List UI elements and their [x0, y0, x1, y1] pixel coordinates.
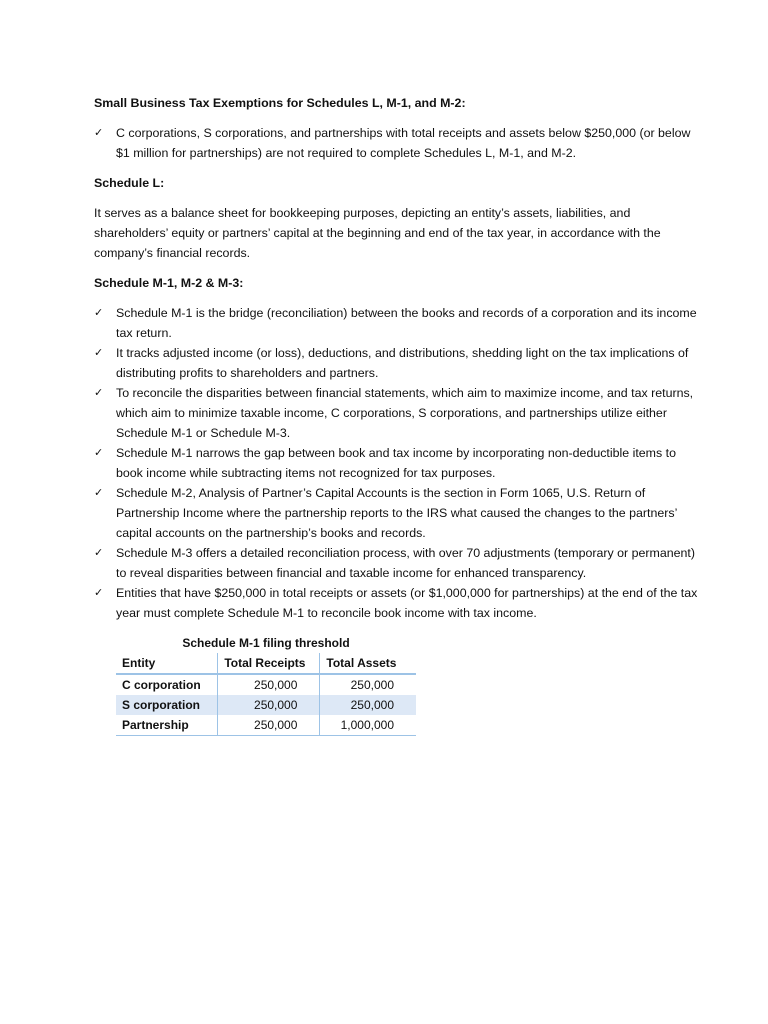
cell-total-assets: 250,000	[320, 695, 416, 715]
cell-total-assets: 250,000	[320, 674, 416, 695]
list-item-text: C corporations, S corporations, and partnerships with total receipts and assets below $250,000 (or below $1 million for partnerships) are not required to complete Schedules L, M-1, and M-2.	[116, 126, 691, 160]
table-row	[116, 674, 416, 695]
list-item-text: Schedule M-3 offers a detailed reconciliation process, with over 70 adjustments (temporary or permanent) to reveal disparities between financial and taxable income for enhanced transparency.	[116, 546, 695, 580]
list-item	[94, 383, 698, 443]
list-item	[94, 443, 698, 483]
checkmark-icon: ✓	[94, 306, 104, 319]
header-entity: Entity	[116, 653, 218, 674]
cell-total-receipts: 250,000	[218, 674, 320, 695]
header-total-assets: Total Assets	[320, 653, 416, 674]
list-item-text: Schedule M-1 narrows the gap between book and tax income by incorporating non-deductible items to book income while subtracting items not recognized for tax purposes.	[116, 446, 676, 480]
schedule-l-paragraph: It serves as a balance sheet for bookkeeping purposes, depicting an entity’s assets, liabilities, and shareholders’ equity or partners’ capital at the beginning and end of the tax year, in accordance with the company’s financial records.	[94, 206, 661, 260]
table-row	[116, 695, 416, 715]
checkmark-icon: ✓	[94, 386, 104, 399]
checkmark-icon: ✓	[94, 446, 104, 459]
checkmark-icon: ✓	[94, 346, 104, 359]
checkmark-icon: ✓	[94, 546, 104, 559]
threshold-table-block	[116, 633, 416, 736]
list-item	[94, 583, 698, 623]
schedule-m-list	[94, 303, 698, 623]
exemptions-list	[94, 123, 698, 163]
list-item	[94, 303, 698, 343]
cell-entity: S corporation	[116, 695, 218, 715]
list-item-text: Schedule M-1 is the bridge (reconciliation) between the books and records of a corporation and its income tax return.	[116, 306, 697, 340]
cell-entity: Partnership	[116, 715, 218, 736]
cell-total-receipts: 250,000	[218, 715, 320, 736]
cell-entity: C corporation	[116, 674, 218, 695]
list-item	[94, 483, 698, 543]
checkmark-icon: ✓	[94, 586, 104, 599]
table-row	[116, 715, 416, 736]
list-item-text: To reconcile the disparities between financial statements, which aim to maximize income, and tax returns, which aim to minimize taxable income, C corporations, S corporations, and partnerships utilize either Schedule M-1 or Schedule M-3.	[116, 386, 694, 440]
table-title: Schedule M-1 filing threshold	[182, 636, 350, 650]
exemptions-heading: Small Business Tax Exemptions for Schedules L, M-1, and M-2:	[94, 96, 466, 110]
list-item-text: Schedule M-2, Analysis of Partner’s Capital Accounts is the section in Form 1065, U.S. Return of Partnership Income where the partnership reports to the IRS what caused the changes to the partners’ capital accounts on the partnership’s books and records.	[116, 486, 677, 540]
list-item	[94, 543, 698, 583]
list-item-text: It tracks adjusted income (or loss), deductions, and distributions, shedding light on the tax implications of distributing profits to shareholders and partners.	[116, 346, 689, 380]
document-page	[94, 93, 698, 736]
list-item	[94, 343, 698, 383]
checkmark-icon: ✓	[94, 486, 104, 499]
cell-total-assets: 1,000,000	[320, 715, 416, 736]
threshold-table	[116, 653, 416, 736]
header-total-receipts: Total Receipts	[218, 653, 320, 674]
schedule-m-heading: Schedule M-1, M-2 & M-3:	[94, 276, 244, 290]
table-header-row	[116, 653, 416, 674]
checkmark-icon: ✓	[94, 126, 104, 139]
list-item	[94, 123, 698, 163]
list-item-text: Entities that have $250,000 in total receipts or assets (or $1,000,000 for partnerships) at the end of the tax year must complete Schedule M-1 to reconcile book income with tax income.	[116, 586, 698, 620]
cell-total-receipts: 250,000	[218, 695, 320, 715]
schedule-l-heading: Schedule L:	[94, 176, 165, 190]
